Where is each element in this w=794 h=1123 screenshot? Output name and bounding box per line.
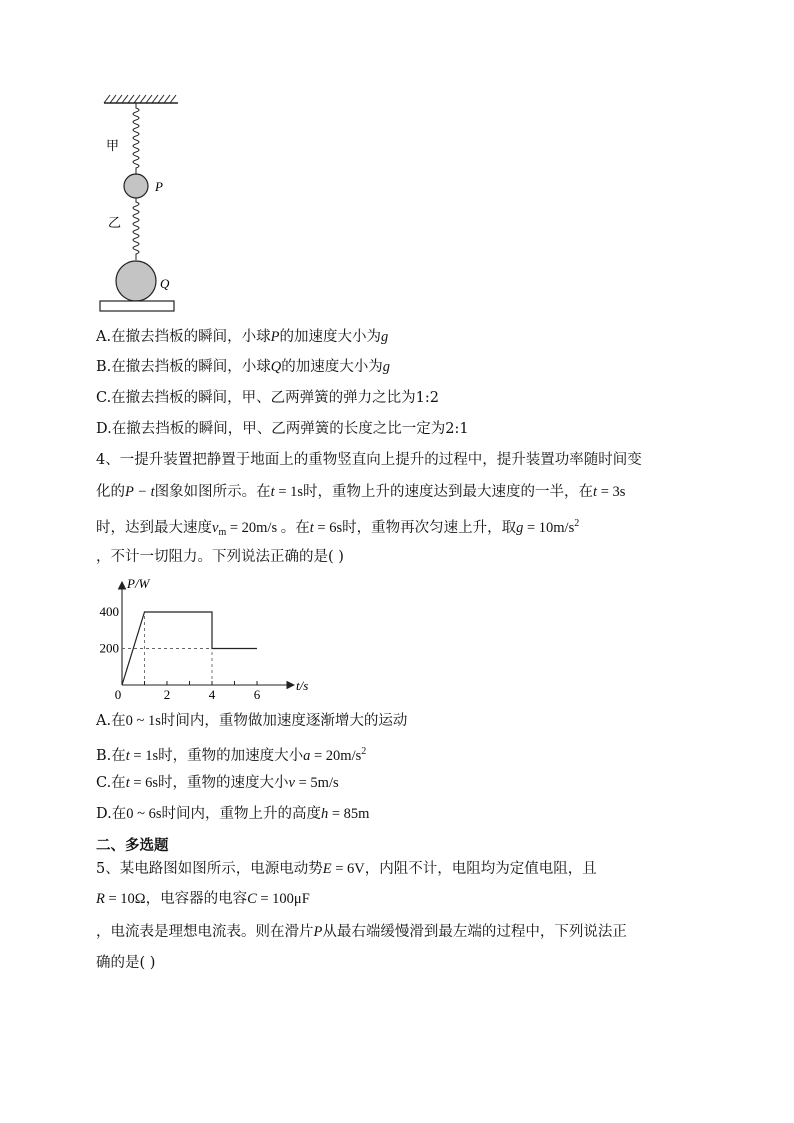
option-text: B.在撤去挡板的瞬间，小球: [96, 359, 271, 375]
stem-var: g: [516, 520, 524, 536]
option-var: v: [288, 775, 295, 791]
label-spring-lower: 乙: [108, 216, 122, 231]
stem-text: 从最右端缓慢滑到最左端的过程中，下列说法正: [322, 924, 627, 940]
stem-var: C: [247, 891, 257, 907]
option-math: = 6s: [129, 775, 159, 791]
stem-math: = 10Ω: [104, 891, 146, 907]
stem-var: t: [270, 484, 275, 500]
ball-p: [124, 174, 148, 198]
option-math: = 1s: [129, 748, 159, 764]
option-math: 0 ~ 1s: [125, 713, 161, 729]
x-tick-label: 4: [208, 687, 216, 700]
option-text: 时间内，重物做加速度逐渐增大的运动: [160, 713, 408, 729]
q5-stem-line4: 确的是( ): [96, 955, 156, 971]
support-plate: [100, 301, 174, 311]
option-text: 时，重物的速度大小: [158, 775, 289, 791]
stem-var: t: [309, 520, 314, 536]
q4-option-d: [96, 804, 369, 824]
stem-text: 图象如图所示。在: [154, 484, 271, 500]
x-tick-label: 2: [163, 687, 171, 700]
label-ball-q: Q: [160, 276, 170, 291]
y-tick-label: 200: [99, 640, 119, 656]
q3-option-d: D.在撤去挡板的瞬间，甲、乙两弹簧的长度之比一定为2:1: [96, 421, 469, 437]
option-text: A.在撤去挡板的瞬间，小球: [96, 329, 271, 345]
option-var: g: [382, 359, 390, 375]
q3-option-c: C.在撤去挡板的瞬间，甲、乙两弹簧的弹力之比为1:2: [96, 390, 440, 406]
option-text: 的加速度大小为: [279, 329, 381, 345]
stem-var: E: [322, 861, 332, 877]
option-var: h: [320, 806, 329, 822]
option-text: D.在: [96, 806, 127, 822]
y-tick-label: 400: [99, 604, 119, 619]
q5-stem-line3: [96, 922, 627, 942]
q4-stem-line2: [96, 482, 625, 502]
q4-option-c: [96, 773, 339, 793]
stem-text: = 20m/s 。在: [226, 520, 310, 536]
stem-var: P: [313, 924, 323, 940]
stem-math: = 100μF: [256, 891, 310, 907]
q4-stem-line4: ，不计一切阻力。下列说法正确的是( ): [96, 549, 344, 565]
q5-stem-line1: [96, 859, 597, 879]
ceiling-hatch: [104, 95, 176, 103]
x-tick-label: 0: [114, 687, 122, 700]
y-axis-label: P/W: [127, 576, 150, 591]
stem-var: R: [96, 891, 105, 907]
option-var: g: [380, 329, 389, 345]
stem-math: = 6V: [331, 861, 365, 877]
stem-text: = 3s: [597, 484, 626, 500]
option-text: 时间内，重物上升的高度: [161, 806, 321, 822]
option-text: 时，重物的加速度大小: [158, 748, 304, 764]
ball-q: [116, 261, 156, 301]
option-text: A.在: [96, 713, 126, 729]
option-var: a: [303, 748, 311, 764]
option-math: = 85m: [328, 806, 370, 822]
option-var: P: [270, 329, 280, 345]
option-sup: 2: [361, 746, 367, 757]
option-text: C.在: [96, 775, 126, 791]
stem-text: = 1s时，重物上升的速度达到最大速度的一半，在: [274, 484, 594, 500]
x-tick-label: 6: [253, 687, 261, 700]
q4-option-a: [96, 711, 407, 731]
option-math: = 20m/s: [310, 748, 362, 764]
option-math: = 5m/s: [294, 775, 339, 791]
stem-sub: m: [218, 527, 227, 538]
option-math: 0 ~ 6s: [126, 806, 162, 822]
section-title: 二、多选题: [96, 838, 169, 854]
option-var: t: [125, 748, 130, 764]
option-var: t: [125, 775, 130, 791]
stem-text: 化的: [96, 484, 125, 500]
spring-upper: [133, 103, 139, 174]
q5-stem-line2: [96, 889, 310, 909]
q4-stem-line1: 4、一提升装置把静置于地面上的重物竖直向上提升的过程中，提升装置功率随时间变: [96, 452, 642, 468]
stem-text: = 10m/s: [523, 520, 575, 536]
spring-lower: [133, 198, 139, 260]
stem-text: ，电流表是理想电流表。则在滑片: [96, 924, 314, 940]
power-time-chart: [96, 572, 326, 700]
stem-text: 时，达到最大速度: [96, 520, 212, 536]
q4-option-b: [96, 742, 366, 766]
label-ball-p: P: [155, 179, 163, 194]
stem-text: ，电容器的电容: [145, 891, 248, 907]
stem-var: v: [212, 520, 219, 536]
q3-option-a: [96, 327, 388, 347]
option-text: 的加速度大小为: [281, 359, 383, 375]
label-spring-upper: 甲: [106, 139, 120, 154]
stem-text: ，内阻不计，电阻均为定值电阻，且: [364, 861, 597, 877]
q3-option-b: [96, 357, 390, 377]
q4-stem-line3: [96, 514, 579, 543]
x-axis-label: t/s: [296, 678, 309, 693]
stem-var: P − t: [125, 484, 155, 500]
stem-sup: 2: [574, 518, 580, 529]
spring-system-figure: [96, 92, 186, 316]
stem-var: t: [593, 484, 598, 500]
stem-text: 5、某电路图如图所示，电源电动势: [96, 861, 323, 877]
option-text: B.在: [96, 748, 126, 764]
stem-text: = 6s时，重物再次匀速上升，取: [313, 520, 517, 536]
option-var: Q: [270, 359, 282, 375]
